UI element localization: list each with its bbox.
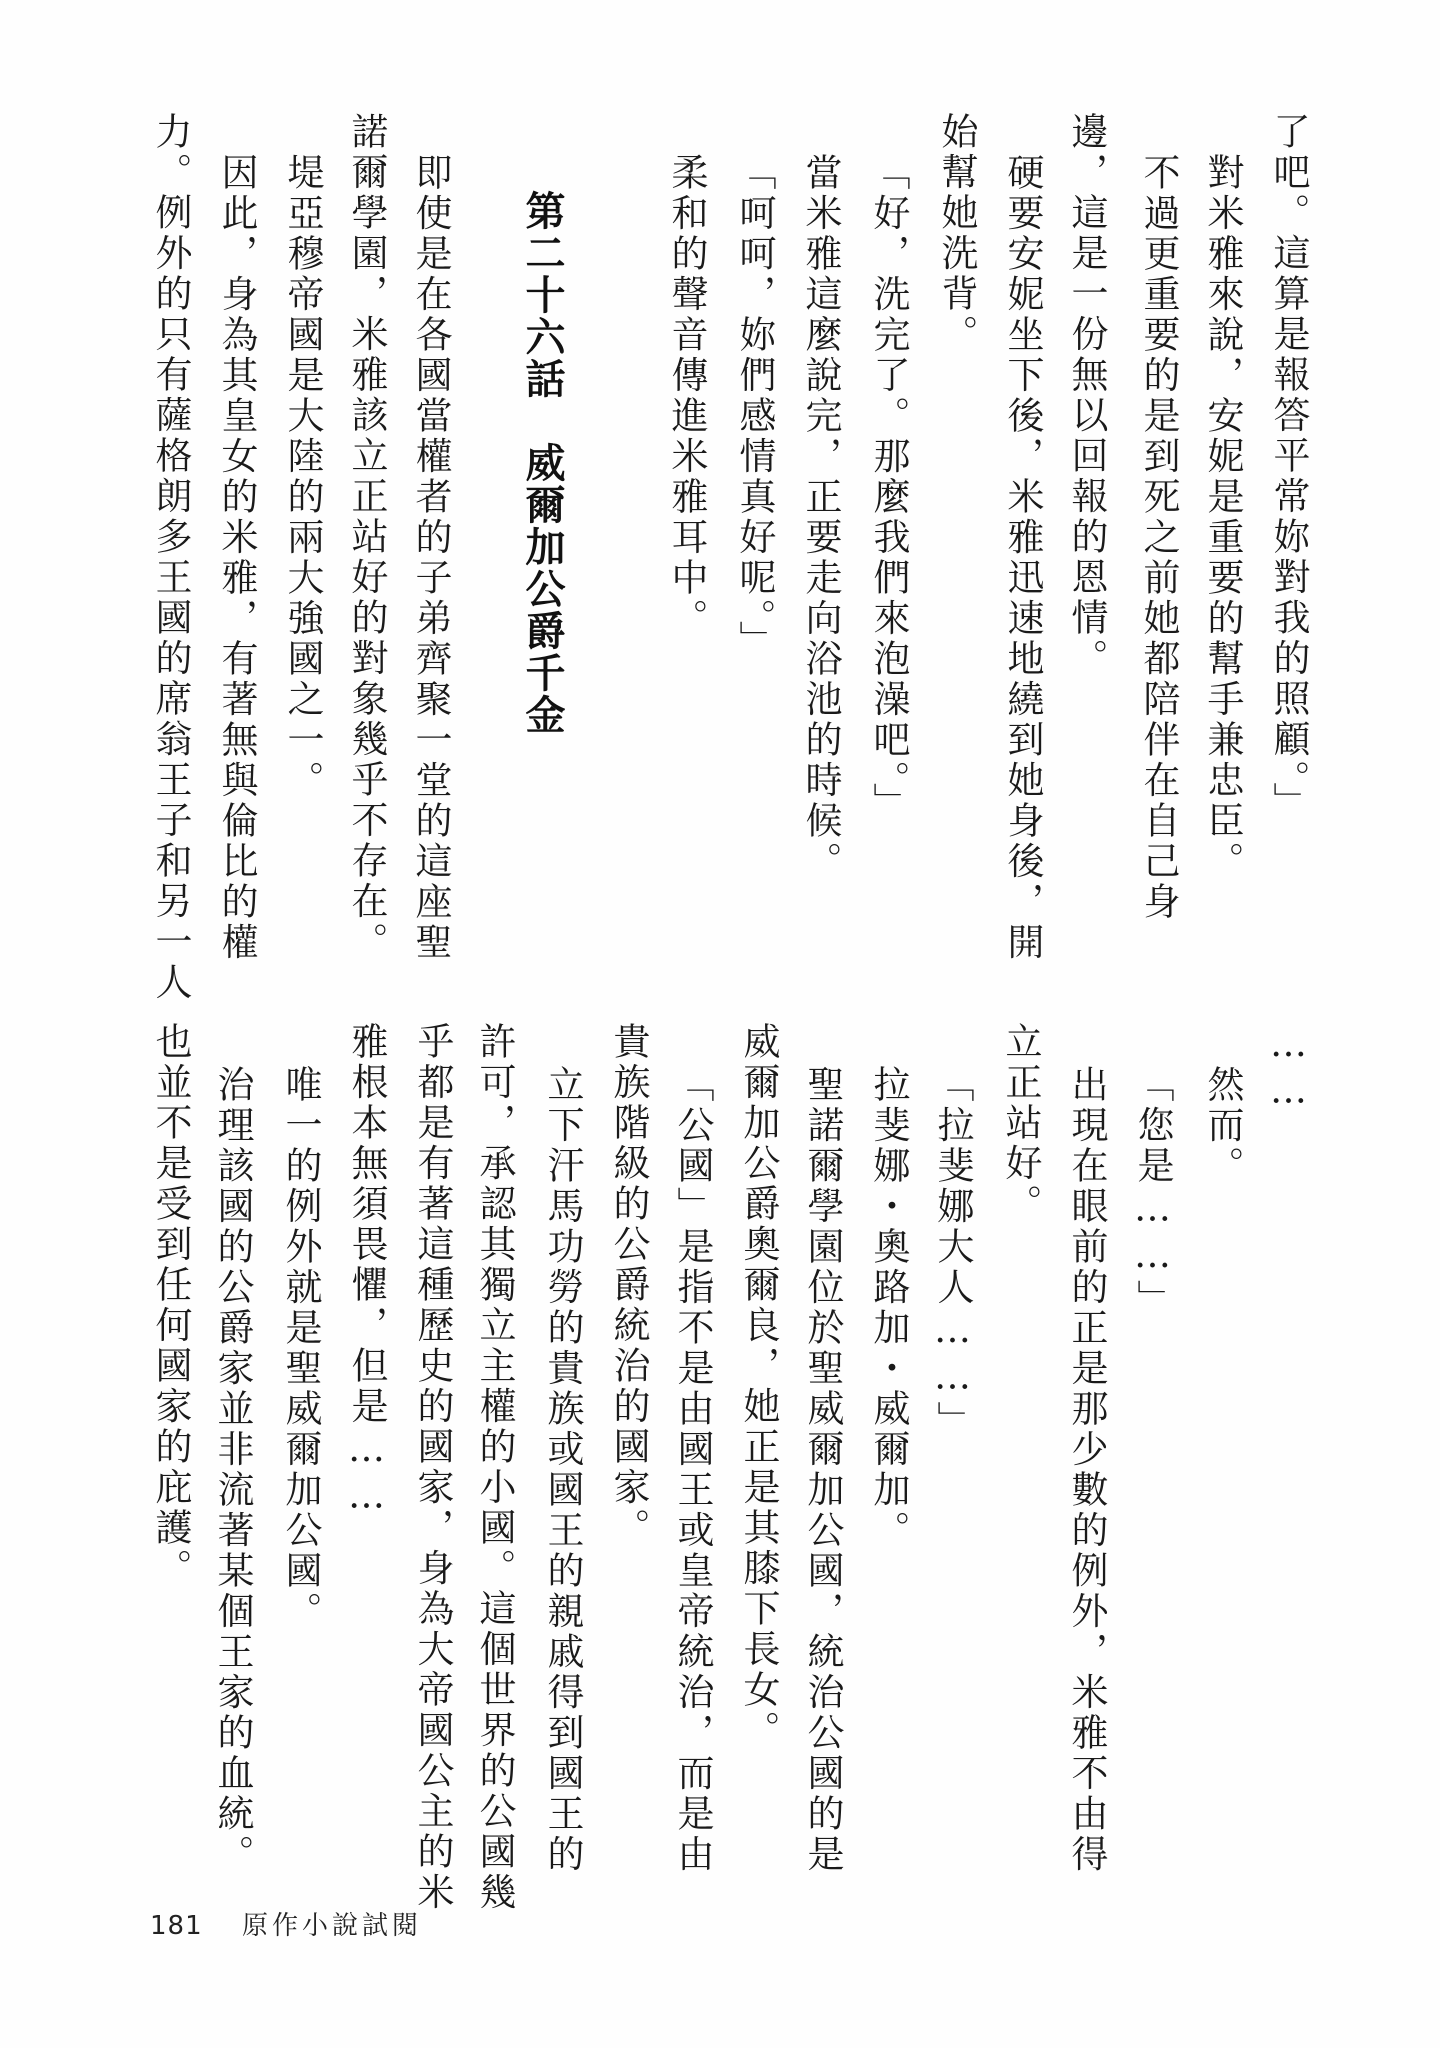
text-column: 對米雅來說，安妮是重要的幫手兼忠臣。 bbox=[1201, 153, 1244, 882]
text-column: 不過更重要的是到死之前她都陪伴在自己身 bbox=[1137, 153, 1180, 923]
text-column: 始幫她洗背。 bbox=[935, 112, 978, 355]
text-column: 「呵呵，妳們感情真好呢。」 bbox=[733, 153, 776, 661]
text-column: 「好，洗完了。那麼我們來泡澡吧。」 bbox=[867, 153, 910, 823]
text-column: 硬要安妮坐下後，米雅迅速地繞到她身後，開 bbox=[1001, 153, 1044, 963]
text-column: 力。例外的只有薩格朗多王國的席翁王子和另一人 bbox=[149, 112, 192, 1003]
text-column: 唯一的例外就是聖威爾加公國。 bbox=[279, 1065, 322, 1632]
text-column: 「公國」是指不是由國王或皇帝統治，而是由 bbox=[671, 1065, 714, 1875]
text-column: 乎都是有著這種歷史的國家，身為大帝國公主的米 bbox=[411, 1022, 454, 1913]
text-column: 因此，身為其皇女的米雅，有著無與倫比的權 bbox=[215, 153, 258, 963]
page-number: 181 bbox=[150, 1911, 203, 1941]
chapter-title: 第二十六話 威爾加公爵千金 bbox=[519, 190, 566, 736]
text-column: 「您是……」 bbox=[1131, 1065, 1174, 1320]
text-column: 立正站好。 bbox=[999, 1022, 1042, 1225]
text-column: 「拉斐娜大人……」 bbox=[931, 1065, 974, 1442]
text-column: 然而。 bbox=[1201, 1065, 1244, 1187]
text-column: 貴族階級的公爵統治的國家。 bbox=[607, 1022, 650, 1549]
running-title: 原作小說試閱 bbox=[242, 1911, 423, 1941]
text-column: …… bbox=[1267, 1022, 1310, 1115]
text-column: 出現在眼前的正是那少數的例外，米雅不由得 bbox=[1065, 1065, 1108, 1875]
text-column: 堤亞穆帝國是大陸的兩大強國之一。 bbox=[281, 153, 324, 801]
text-column: 當米雅這麼說完，正要走向浴池的時候。 bbox=[799, 153, 842, 882]
text-column: 治理該國的公爵家並非流著某個王家的血統。 bbox=[211, 1065, 254, 1875]
page-footer bbox=[150, 1905, 422, 1942]
text-column: 邊，這是一份無以回報的恩情。 bbox=[1065, 112, 1108, 679]
text-column: 聖諾爾學園位於聖威爾加公國，統治公國的是 bbox=[801, 1065, 844, 1875]
text-column: 也並不是受到任何國家的庇護。 bbox=[149, 1022, 192, 1589]
text-column: 雅根本無須畏懼，但是…… bbox=[345, 1022, 388, 1520]
text-column: 了吧。這算是報答平常妳對我的照顧。」 bbox=[1267, 112, 1310, 823]
text-column: 立下汗馬功勞的貴族或國王的親戚得到國王的 bbox=[541, 1065, 584, 1875]
text-column: 拉斐娜・奧路加・威爾加。 bbox=[867, 1065, 910, 1551]
text-column: 柔和的聲音傳進米雅耳中。 bbox=[665, 153, 708, 639]
text-column: 威爾加公爵奧爾良，她正是其膝下長女。 bbox=[737, 1022, 780, 1751]
text-column: 即使是在各國當權者的子弟齊聚一堂的這座聖 bbox=[409, 153, 452, 963]
text-column: 許可，承認其獨立主權的小國。這個世界的公國幾 bbox=[473, 1022, 516, 1913]
text-column: 諾爾學園，米雅該立正站好的對象幾乎不存在。 bbox=[345, 112, 388, 963]
